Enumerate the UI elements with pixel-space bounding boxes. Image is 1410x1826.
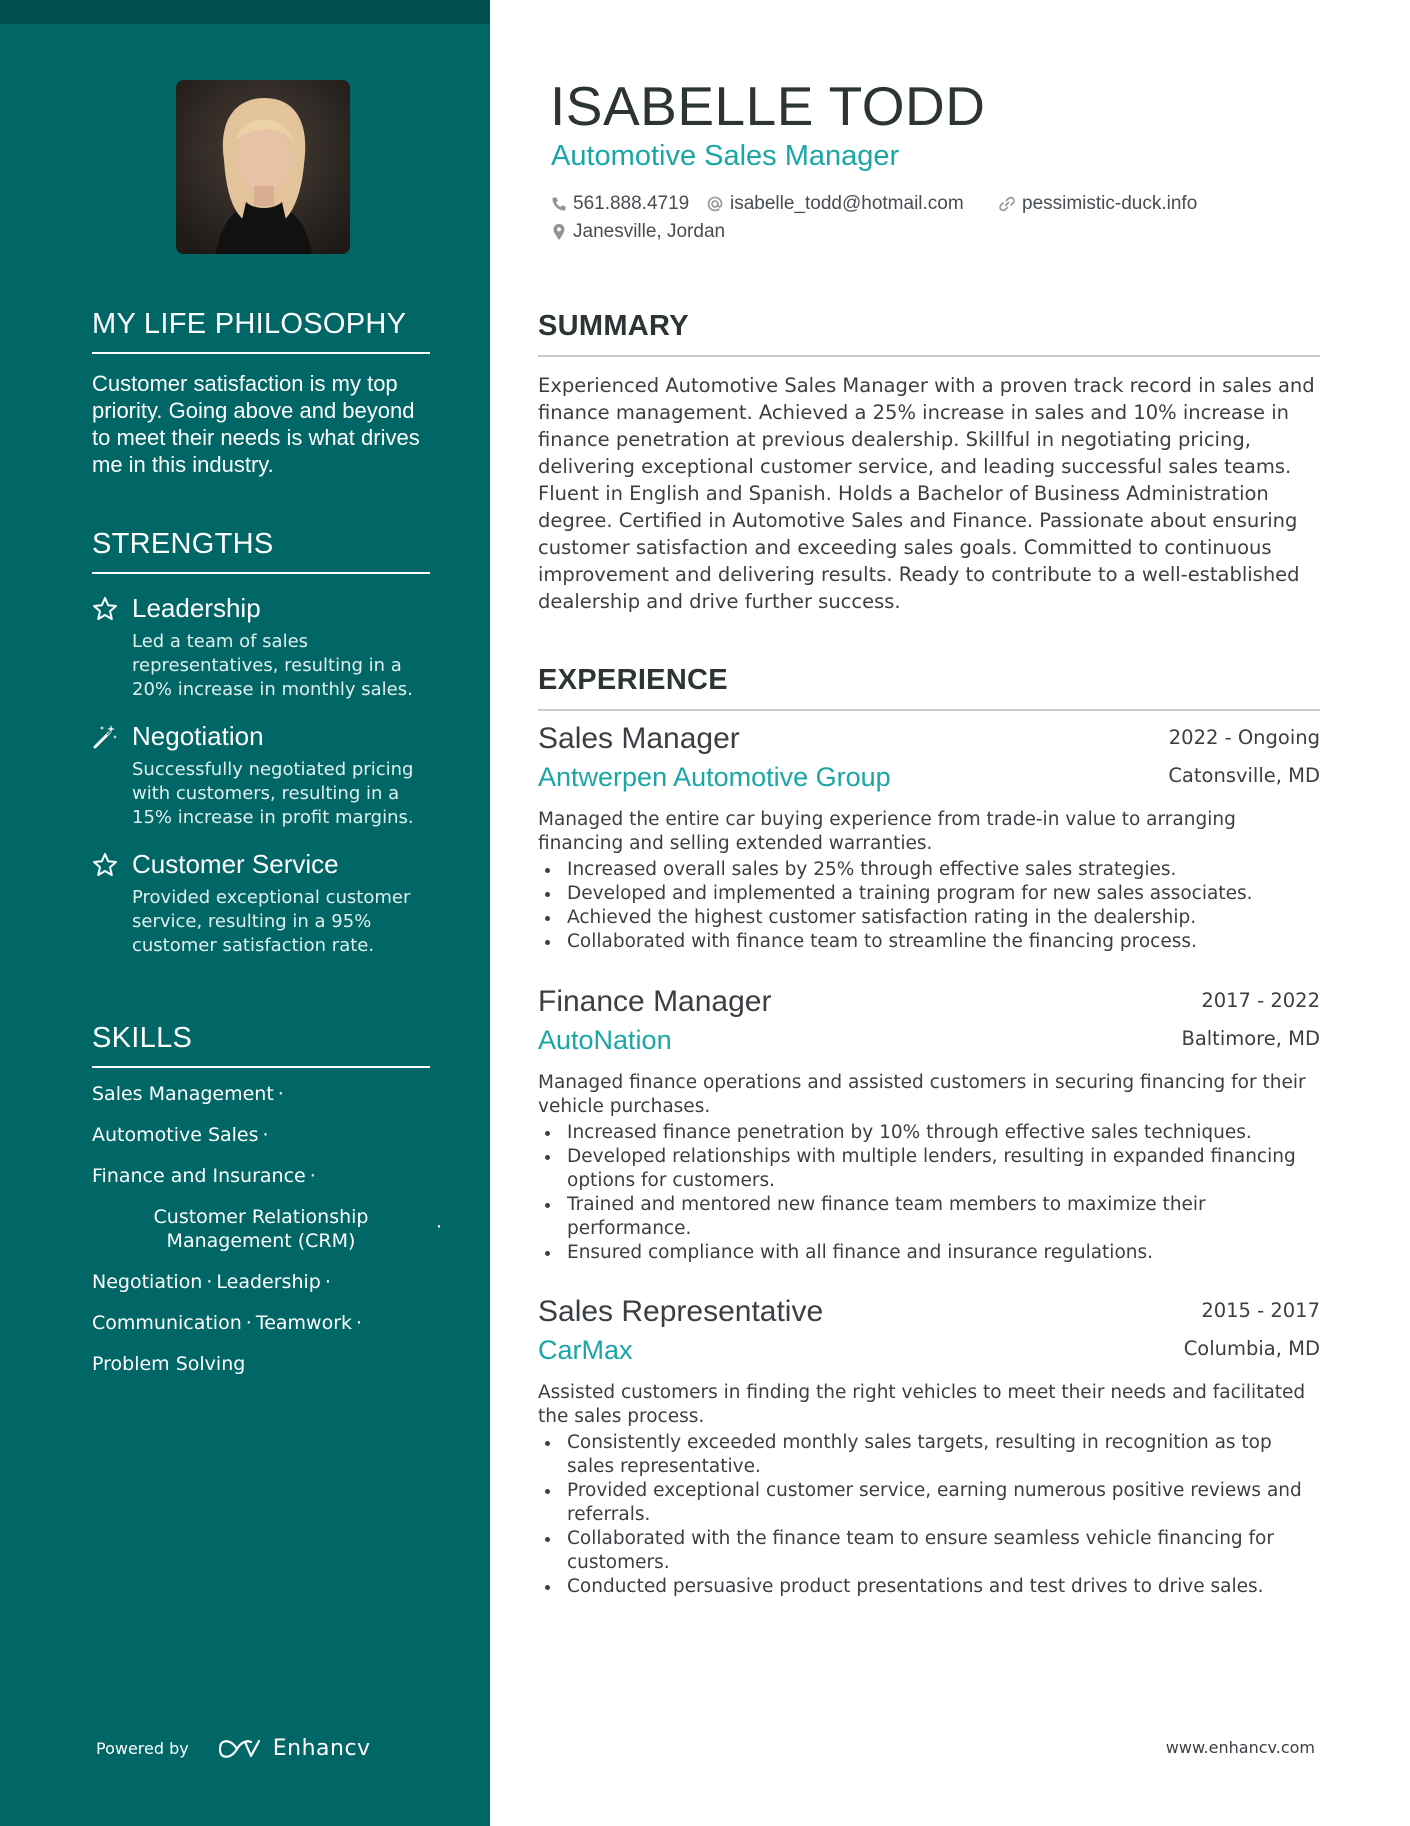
skill-item: Teamwork (255, 1312, 353, 1334)
contact-location (551, 221, 725, 243)
job-bullet: Achieved the highest customer satisfaction rating in the dealership. (538, 906, 1320, 930)
philosophy-text: Customer satisfaction is my top priority. Going above and beyond to meet their needs is what drives me in this industry. (92, 371, 420, 477)
powered-by[interactable] (96, 1736, 371, 1761)
skill-item: Communication (92, 1312, 242, 1334)
job-location: Baltimore, MD (1181, 1027, 1320, 1050)
skill-row: Finance and Insurance · (92, 1165, 316, 1187)
job-role: Sales Representative (538, 1295, 824, 1328)
experience-item (538, 985, 1320, 1265)
experience-item (538, 1295, 1320, 1599)
job-dates: 2017 - 2022 (1201, 989, 1320, 1012)
strength-description: Successfully negotiated pricing with customers, resulting in a 15% increase in profit margins. (132, 759, 414, 828)
skill-item: Negotiation (92, 1271, 203, 1293)
profile-photo (176, 80, 350, 254)
sidebar (0, 0, 490, 1826)
job-dates: 2022 - Ongoing (1168, 726, 1320, 749)
magic-wand-icon (92, 724, 118, 750)
candidate-title: Automotive Sales Manager (551, 140, 900, 172)
strength-title: Customer Service (132, 849, 339, 879)
enhancv-logo (217, 1736, 371, 1761)
job-description: Assisted customers in finding the right vehicles to meet their needs and facilitated the sales process. (538, 1382, 1306, 1427)
skill-item: Problem Solving (92, 1353, 246, 1375)
job-location: Catonsville, MD (1168, 764, 1320, 787)
skill-item: Customer Relationship Management (CRM) (153, 1206, 369, 1252)
strengths-heading: STRENGTHS (92, 528, 430, 574)
strength-item (92, 848, 430, 958)
skill-row (92, 1352, 430, 1376)
website-value: pessimistic-duck.info (1022, 193, 1198, 214)
philosophy-section (92, 308, 430, 478)
job-bullet: Provided exceptional customer service, earning numerous positive reviews and referrals. (538, 1479, 1320, 1527)
star-icon (92, 852, 118, 878)
contact-phone[interactable] (551, 193, 689, 215)
job-dates: 2015 - 2017 (1201, 1299, 1320, 1322)
job-bullet: Conducted persuasive product presentations and test drives to drive sales. (538, 1575, 1320, 1599)
experience-heading: EXPERIENCE (538, 664, 1320, 711)
skill-row: Negotiation · Leadership · (92, 1271, 331, 1293)
summary-text: Experienced Automotive Sales Manager with a proven track record in sales and finance management. Achieved a 25% increase in sales and 10% increase in finance penetration at previous dealership. Skillful in negotiating pricing, delivering exceptional customer service, and leading successful sales teams. Fluent in English and Spanish. Holds a Bachelor of Business Administration degree. Certified in Automotive Sales and Finance. Passionate about ensuring customer satisfaction and exceeding sales goals. Committed to continuous improvement and delivering results. Ready to contribute to a well-established dealership and drive further success. (538, 374, 1315, 613)
job-bullet: Collaborated with the finance team to ensure seamless vehicle financing for customers. (538, 1527, 1320, 1575)
strength-title: Leadership (132, 593, 261, 623)
strength-description: Provided exceptional customer service, resulting in a 95% customer satisfaction rate. (132, 887, 411, 956)
skill-row: Automotive Sales · (92, 1124, 269, 1146)
job-bullet: Ensured compliance with all finance and insurance regulations. (538, 1241, 1320, 1265)
skill-item: Automotive Sales (92, 1124, 259, 1146)
contact-email[interactable] (706, 193, 964, 215)
phone-icon (551, 196, 567, 212)
job-subheader (538, 1025, 1320, 1065)
footer-url[interactable]: www.enhancv.com (1165, 1738, 1315, 1757)
job-company: CarMax (538, 1335, 633, 1365)
candidate-name: ISABELLE TODD (550, 75, 986, 137)
job-bullet: Collaborated with finance team to streamline the financing process. (538, 930, 1320, 954)
skill-item: Sales Management (92, 1083, 274, 1105)
job-location: Columbia, MD (1183, 1337, 1320, 1360)
job-description: Managed finance operations and assisted customers in securing financing for their vehicle purchases. (538, 1072, 1306, 1117)
strength-item (92, 720, 430, 830)
skill-row: Communication · Teamwork · (92, 1312, 363, 1334)
skill-item: Finance and Insurance (92, 1165, 306, 1187)
skills-list (92, 1082, 442, 1376)
summary-heading: SUMMARY (538, 310, 1320, 357)
contact-website[interactable] (998, 193, 1197, 215)
job-header (538, 985, 1320, 1025)
powered-by-label: Powered by (96, 1739, 189, 1758)
skill-row: Customer Relationship Management (CRM) · (92, 1205, 430, 1253)
skill-item: Leadership (216, 1271, 321, 1293)
skills-section (92, 1022, 442, 1376)
job-bullet: Developed and implemented a training program for new sales associates. (538, 882, 1320, 906)
job-role: Finance Manager (538, 985, 772, 1018)
job-company: AutoNation (538, 1025, 672, 1055)
enhancv-brand-name: Enhancv (272, 1736, 371, 1761)
star-icon (92, 596, 118, 622)
job-bullet: Increased finance penetration by 10% through effective sales techniques. (538, 1121, 1320, 1145)
enhancv-logo-icon (217, 1737, 263, 1761)
link-icon (998, 195, 1016, 213)
job-subheader (538, 762, 1320, 802)
sidebar-top-bar (0, 0, 490, 24)
experience-item (538, 722, 1320, 954)
strength-title: Negotiation (132, 721, 264, 751)
skill-row: Sales Management · (92, 1083, 284, 1105)
location-pin-icon (551, 223, 567, 241)
strength-description: Led a team of sales representatives, resulting in a 20% increase in monthly sales. (132, 631, 413, 700)
job-header (538, 1295, 1320, 1335)
job-header (538, 722, 1320, 762)
location-value: Janesville, Jordan (573, 221, 726, 242)
job-bullets (538, 858, 1320, 954)
phone-value: 561.888.4719 (573, 193, 690, 214)
job-bullet: Consistently exceeded monthly sales targets, resulting in recognition as top sales representative. (538, 1431, 1320, 1479)
philosophy-heading: MY LIFE PHILOSOPHY (92, 308, 430, 354)
at-sign-icon (706, 195, 724, 213)
job-bullets (538, 1121, 1320, 1265)
job-description: Managed the entire car buying experience from trade-in value to arranging financing and selling extended warranties. (538, 809, 1236, 854)
strengths-section (92, 528, 430, 958)
job-bullets (538, 1431, 1320, 1599)
strength-item (92, 592, 430, 702)
job-bullet: Developed relationships with multiple lenders, resulting in expanded financing options for customers. (538, 1145, 1320, 1193)
job-subheader (538, 1335, 1320, 1375)
skills-heading: SKILLS (92, 1022, 430, 1068)
email-value: isabelle_todd@hotmail.com (730, 193, 964, 214)
job-bullet: Trained and mentored new finance team members to maximize their performance. (538, 1193, 1320, 1241)
job-role: Sales Manager (538, 722, 740, 755)
job-company: Antwerpen Automotive Group (538, 762, 891, 792)
job-bullet: Increased overall sales by 25% through effective sales strategies. (538, 858, 1320, 882)
